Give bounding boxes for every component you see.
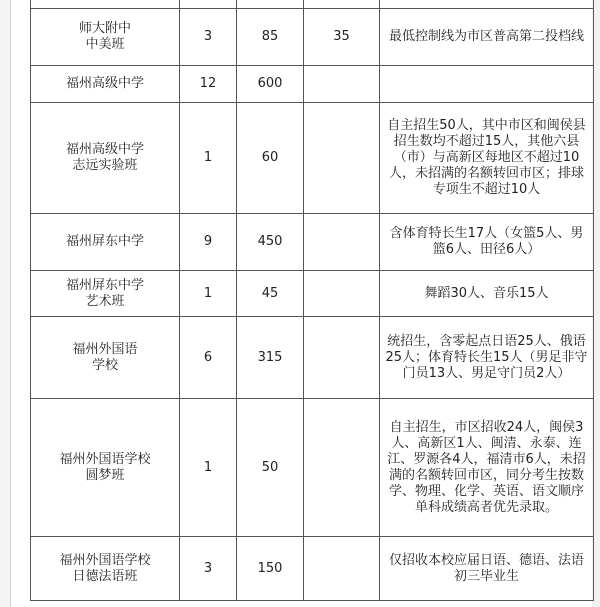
school-name-line2: 志远实验班 — [72, 158, 138, 173]
school-name-line1: 福州高级中学 — [65, 142, 144, 157]
classes-cell — [180, 0, 237, 9]
school-name-line1: 福州屏东中学 — [65, 277, 144, 293]
table-row — [31, 9, 594, 66]
note-cell — [380, 317, 594, 399]
school-name-line1: 福州外国语 — [72, 341, 138, 357]
table-row — [31, 214, 594, 271]
classes-cell: 12 — [180, 66, 237, 103]
classes-cell: 3 — [180, 9, 237, 66]
enroll-cell — [237, 0, 304, 9]
enroll-cell: 85 — [237, 9, 304, 66]
note-text: 统招生，含零起点日语25人、俄语25人；体育特长生15人（男足非守门员13人、男足守门员2人） — [385, 333, 588, 381]
extra-cell — [304, 103, 380, 214]
note-cell — [380, 399, 594, 537]
note-cell — [380, 214, 594, 271]
note-text: 自主招生，市区招收24人，闽侯3人、高新区1人、闽清、永泰、连江、罗源各4人，福清市6人，未招满的名额转回市区，同分考生按数学、物理、化学、英语、语文顺序单科成绩高者优先录取。 — [387, 419, 586, 515]
enroll-cell: 315 — [237, 317, 304, 399]
school-name-line2: 学校 — [91, 357, 118, 373]
school-name-line2: 中美班 — [85, 37, 125, 52]
table-row — [31, 103, 594, 214]
school-cell — [31, 537, 180, 601]
classes-cell: 6 — [180, 317, 237, 399]
note-cell — [380, 271, 594, 317]
enroll-cell: 45 — [237, 271, 304, 317]
school-cell — [31, 103, 180, 214]
extra-cell — [304, 66, 380, 103]
note-cell — [380, 9, 594, 66]
note-text: 舞蹈30人、音乐15人 — [424, 285, 549, 301]
note-text: 含体育特长生17人（女篮5人、男篮6人、田径6人） — [389, 226, 584, 257]
note-cell — [380, 537, 594, 601]
extra-cell — [304, 214, 380, 271]
school-name-line2: 日德法语班 — [72, 568, 138, 584]
school-name-line1: 福州高级中学 — [65, 76, 144, 91]
school-name-line1: 福州外国语学校 — [59, 451, 151, 467]
school-cell — [31, 271, 180, 317]
extra-cell: 35 — [304, 9, 380, 66]
school-cell — [31, 0, 180, 9]
extra-cell — [304, 271, 380, 317]
classes-cell: 1 — [180, 271, 237, 317]
extra-cell — [304, 537, 380, 601]
school-cell — [31, 399, 180, 537]
table-row — [31, 0, 594, 9]
admissions-table — [30, 0, 594, 601]
extra-cell — [304, 399, 380, 537]
classes-cell: 1 — [180, 399, 237, 537]
extra-cell — [304, 317, 380, 399]
enroll-cell: 450 — [237, 214, 304, 271]
left-margin-stripe — [0, 0, 10, 607]
table-row — [31, 399, 594, 537]
left-margin-rule — [10, 0, 11, 607]
note-text: 仅招收本校应届日语、德语、法语初三毕业生 — [388, 552, 584, 584]
note-text: 自主招生50人，其中市区和闽侯县招生数均不超过15人，其他六县（市）与高新区每地区不超过10人，未招满的名额转回市区；排球专项生不超过10人 — [387, 118, 586, 197]
classes-cell: 3 — [180, 537, 237, 601]
school-cell — [31, 317, 180, 399]
table-row — [31, 317, 594, 399]
table-row — [31, 537, 594, 601]
school-cell — [31, 66, 180, 103]
school-name-line2: 艺术班 — [85, 293, 125, 309]
school-name-line1: 福州外国语学校 — [59, 552, 151, 568]
note-cell — [380, 103, 594, 214]
classes-cell: 9 — [180, 214, 237, 271]
extra-cell — [304, 0, 380, 9]
school-name-line2: 圆梦班 — [85, 467, 125, 483]
classes-cell: 1 — [180, 103, 237, 214]
enroll-cell: 60 — [237, 103, 304, 214]
school-name-line1: 师大附中 — [78, 21, 131, 36]
table-row — [31, 66, 594, 103]
enroll-cell: 50 — [237, 399, 304, 537]
note-cell — [380, 0, 594, 9]
school-cell — [31, 214, 180, 271]
note-cell — [380, 66, 594, 103]
enroll-cell: 150 — [237, 537, 304, 601]
school-cell — [31, 9, 180, 66]
school-name-line1: 福州屏东中学 — [65, 234, 144, 249]
enroll-cell: 600 — [237, 66, 304, 103]
note-text: 最低控制线为市区普高第二投档线 — [388, 29, 584, 44]
table-row — [31, 271, 594, 317]
